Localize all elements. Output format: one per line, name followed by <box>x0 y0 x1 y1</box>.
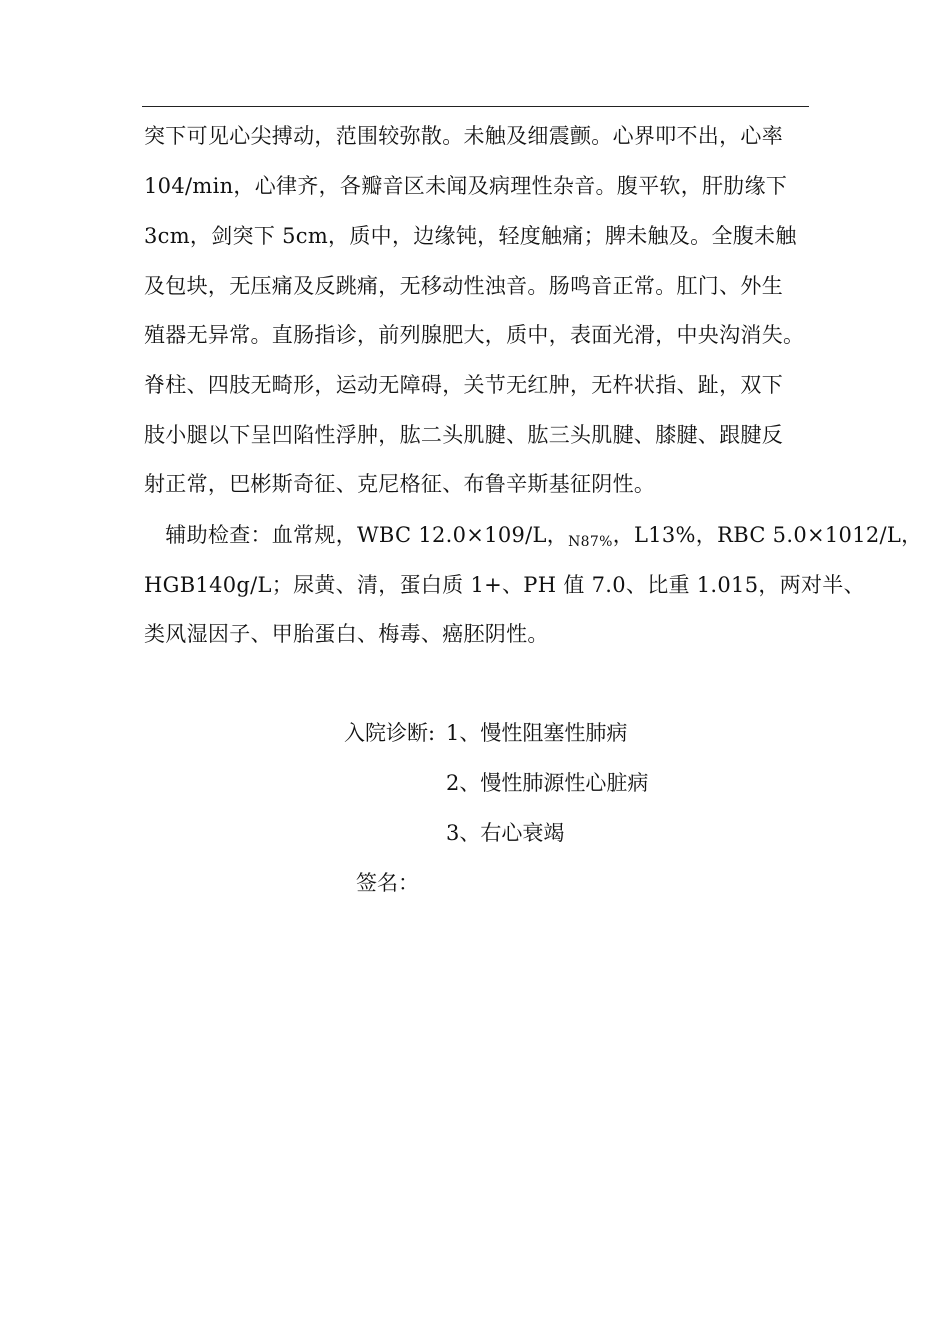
aux-exam-text-a: 辅助检查：血常规，WBC 12.0×109/L， <box>144 523 569 547</box>
exam-line-6: 脊柱、四肢无畸形，运动无障碍，关节无红肿，无杵状指、趾，双下 <box>144 373 783 397</box>
aux-exam-line-1 <box>144 520 923 557</box>
exam-line-5: 殖器无异常。直肠指诊，前列腺肥大，质中，表面光滑，中央沟消失。 <box>144 323 805 347</box>
aux-exam-small-value: N87% <box>568 534 613 550</box>
exam-line-1: 突下可见心尖搏动，范围较弥散。未触及细震颤。心界叩不出，心率 <box>144 124 783 148</box>
diagnosis-label: 入院诊断: <box>344 721 436 745</box>
diagnosis-item-2: 2、慢性肺源性心脏病 <box>446 771 649 795</box>
diagnosis-item-1: 1、慢性阻塞性肺病 <box>446 721 628 745</box>
exam-line-4: 及包块，无压痛及反跳痛，无移动性浊音。肠鸣音正常。肛门、外生 <box>144 274 783 298</box>
exam-line-2: 104/min，心律齐，各瓣音区未闻及病理性杂音。腹平软，肝肋缘下 <box>144 174 788 198</box>
signature-label: 签名： <box>356 871 419 895</box>
aux-exam-text-b: ，L13%，RBC 5.0×1012/L， <box>612 523 923 547</box>
aux-exam-line-3: 类风湿因子、甲胎蛋白、梅毒、癌胚阴性。 <box>144 622 549 646</box>
exam-line-3: 3cm，剑突下 5cm，质中，边缘钝，轻度触痛；脾未触及。全腹未触 <box>144 224 797 248</box>
header-rule <box>142 106 809 107</box>
exam-line-7: 肢小腿以下呈凹陷性浮肿，肱二头肌腱、肱三头肌腱、膝腱、跟腱反 <box>144 423 783 447</box>
diagnosis-item-3: 3、右心衰竭 <box>446 821 565 845</box>
exam-line-8: 射正常，巴彬斯奇征、克尼格征、布鲁辛斯基征阴性。 <box>144 472 656 496</box>
aux-exam-line-2: HGB140g/L；尿黄、清，蛋白质 1+、PH 值 7.0、比重 1.015，两对半、 <box>144 573 865 597</box>
